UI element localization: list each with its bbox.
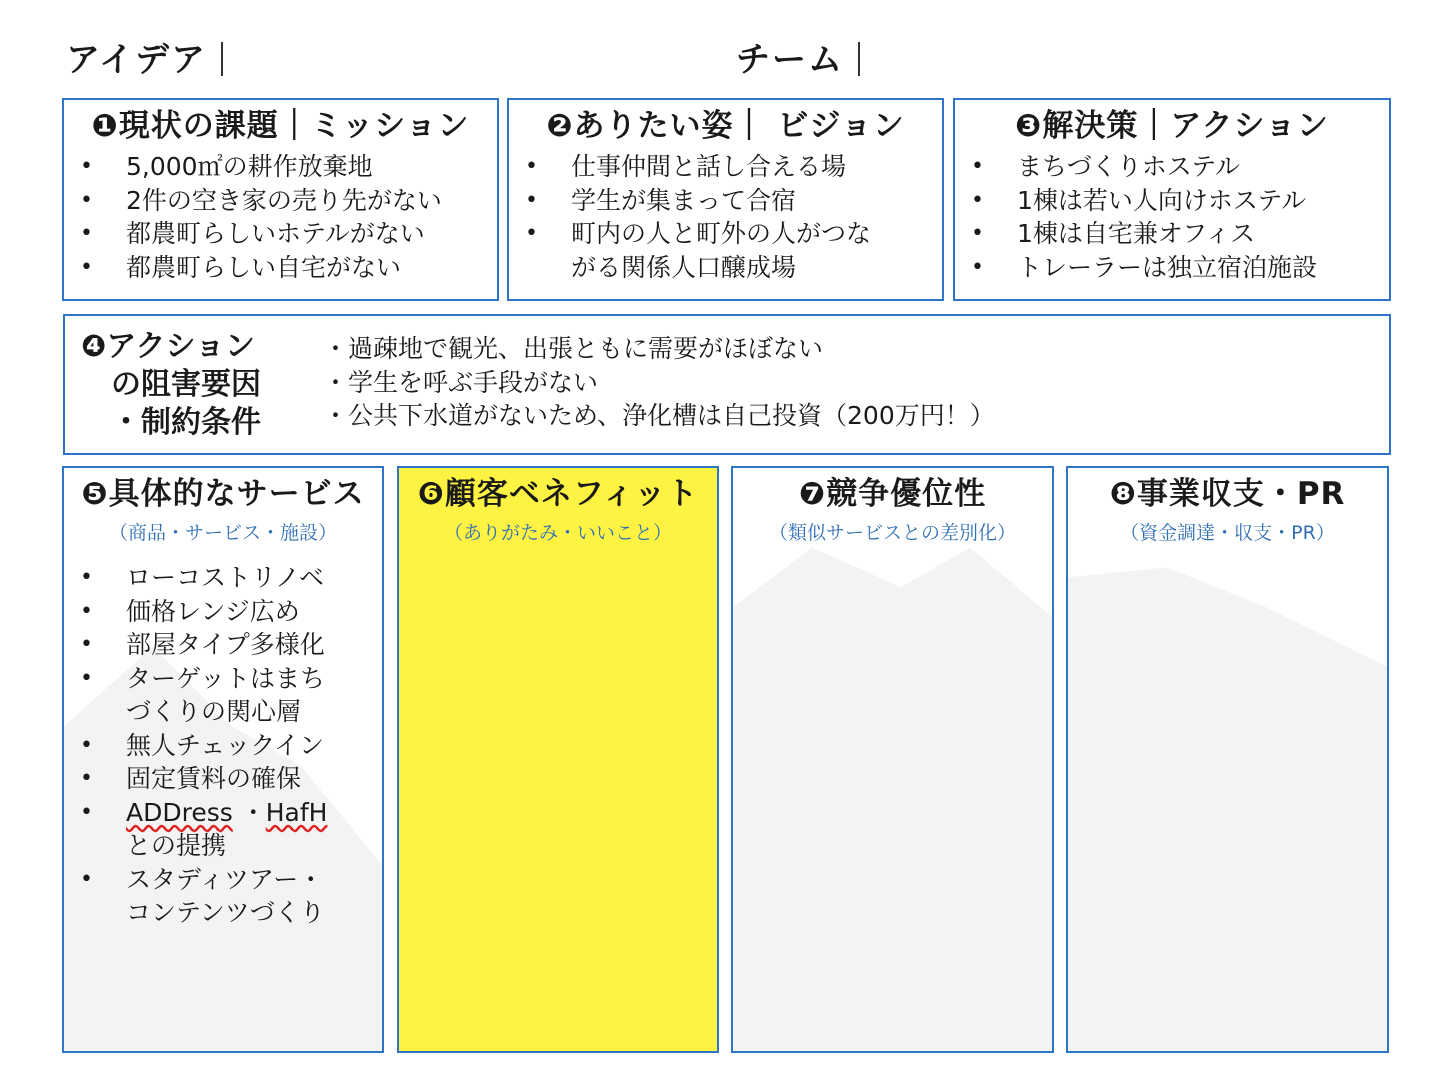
list-item: • 固定賃料の確保: [78, 762, 382, 796]
box-benefit: [397, 466, 719, 1053]
box-mission-list: [64, 150, 497, 284]
box-vision-list: [509, 150, 942, 284]
list-item: • 学生が集まって合宿: [523, 184, 942, 218]
list-item: • 部屋タイプ多様化: [78, 628, 382, 662]
list-item: • ローコストリノベ: [78, 561, 382, 595]
list-item: ・学生を呼ぶ手段がない: [323, 367, 599, 397]
box-services-list: [64, 561, 382, 930]
box-constraints: [63, 314, 1391, 455]
list-item: • 1棟は若い人向けホステル: [969, 184, 1389, 218]
box-mission-title: ❶現状の課題｜ミッション: [91, 108, 470, 144]
list-item: • ターゲットはまち づくりの関心層: [78, 662, 382, 729]
box-action-title: ❸解決策｜アクション: [1015, 108, 1329, 144]
box-mission: [62, 98, 499, 301]
box-finance-subtitle: （資金調達・収支・PR）: [1120, 522, 1335, 544]
box-services: [62, 466, 384, 1053]
box-constraints-title: ❹アクション の阻害要因 ・制約条件: [81, 329, 261, 440]
box-vision: [507, 98, 944, 301]
list-item: • 1棟は自宅兼オフィス: [969, 217, 1389, 251]
box-advantage: [731, 466, 1054, 1053]
box-benefit-title: ❻顧客ベネフィット: [417, 476, 699, 512]
list-item: ・公共下水道がないため、浄化槽は自己投資（200万円！）: [323, 401, 995, 430]
box-finance: [1066, 466, 1389, 1053]
box-services-title: ❺具体的なサービス: [81, 476, 365, 512]
list-item: • 都農町らしいホテルがない: [78, 217, 497, 251]
mountain-watermark: [1068, 468, 1387, 1051]
box-constraints-list: [323, 332, 995, 433]
list-item: • 2件の空き家の売り先がない: [78, 184, 497, 218]
box-advantage-title: ❼競争優位性: [798, 476, 987, 512]
list-item: ・過疎地で観光、出張ともに需要がほぼない: [323, 334, 824, 363]
list-item: • 5,000㎡の耕作放棄地: [78, 150, 497, 184]
mountain-watermark: [733, 468, 1052, 1051]
box-action: [953, 98, 1391, 301]
list-item: • 都農町らしい自宅がない: [78, 251, 497, 285]
list-item: • スタディツアー・ コンテンツづくり: [78, 863, 382, 930]
team-header: チーム: [736, 32, 860, 81]
box-finance-title: ❽事業収支・PR: [1109, 476, 1346, 512]
list-item: • 無人チェックイン: [78, 729, 382, 763]
list-item: • まちづくりホステル: [969, 150, 1389, 184]
list-item: • 仕事仲間と話し合える場: [523, 150, 942, 184]
idea-header: アイデア: [66, 32, 223, 81]
box-benefit-subtitle: （ありがたみ・いいこと）: [443, 522, 672, 544]
list-item: • 価格レンジ広め: [78, 595, 382, 629]
box-services-subtitle: （商品・サービス・施設）: [108, 522, 337, 544]
list-item: • ADDress ・HafH との提携: [78, 796, 382, 863]
box-advantage-subtitle: （類似サービスとの差別化）: [768, 522, 1016, 544]
box-vision-title: ❷ありたい姿｜ ビジョン: [546, 108, 905, 144]
list-item: • トレーラーは独立宿泊施設: [969, 251, 1389, 285]
box-action-list: [955, 150, 1389, 284]
list-item: • 町内の人と町外の人がつな がる関係人口醸成場: [523, 217, 942, 284]
